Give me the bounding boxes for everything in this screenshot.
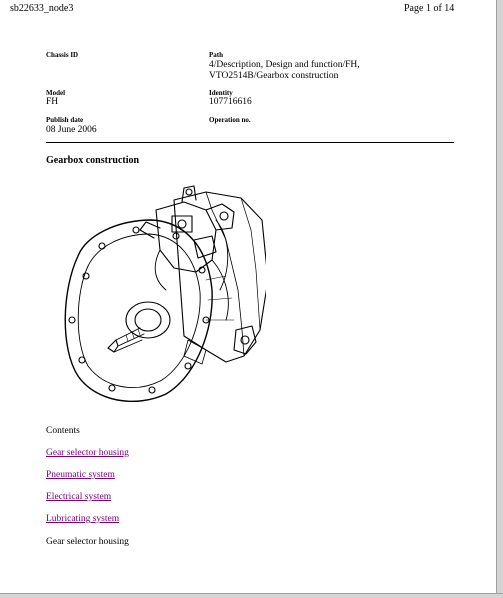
publish-date-value: 08 June 2006: [46, 125, 97, 135]
path-value-line2: VTO2514B/Gearbox construction: [209, 71, 339, 81]
section-heading: Gear selector housing: [46, 537, 129, 547]
model-value: FH: [46, 97, 59, 107]
identity-label: Identity: [209, 89, 233, 97]
link-electrical-system[interactable]: Electrical system: [46, 492, 112, 502]
identity-value: 107716616: [209, 97, 252, 107]
header-divider: [46, 142, 454, 143]
link-pneumatic-system[interactable]: Pneumatic system: [46, 470, 115, 480]
chassis-id-label: Chassis ID: [46, 51, 79, 59]
document-id: sb22633_node3: [10, 3, 74, 14]
window-scrollbar-edge: [496, 0, 503, 598]
window-bottom-edge: [0, 593, 503, 598]
contents-heading: Contents: [46, 426, 80, 436]
path-label: Path: [209, 51, 223, 59]
publish-date-label: Publish date: [46, 116, 84, 124]
link-lubricating-system[interactable]: Lubricating system: [46, 514, 120, 524]
model-label: Model: [46, 89, 66, 97]
operation-no-label: Operation no.: [209, 116, 251, 124]
gearbox-illustration: [56, 180, 266, 408]
path-value-line1: 4/Description, Design and function/FH,: [209, 60, 360, 70]
page-title: Gearbox construction: [46, 155, 140, 166]
link-gear-selector-housing[interactable]: Gear selector housing: [46, 448, 129, 458]
page-indicator: Page 1 of 14: [404, 3, 455, 14]
